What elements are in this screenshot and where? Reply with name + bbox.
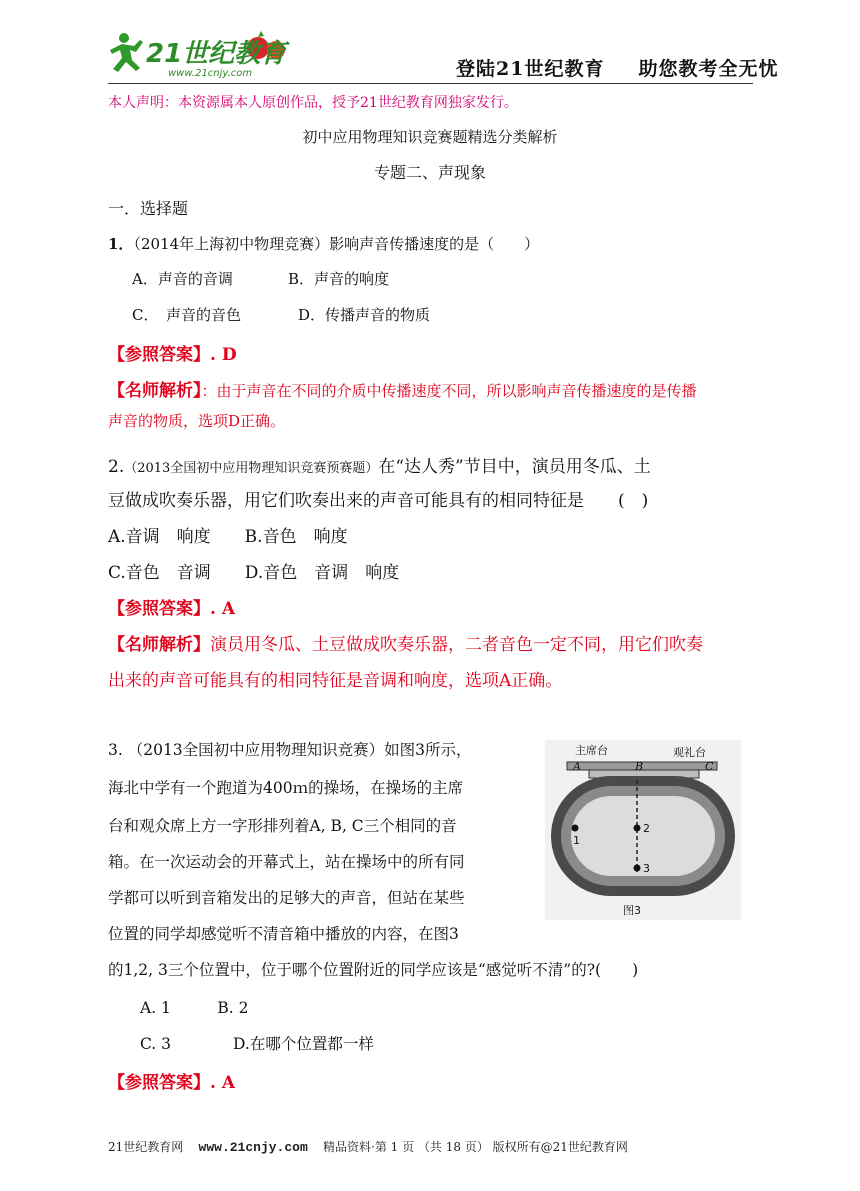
q1-option-a: A．声音的音调 (132, 270, 233, 288)
section-heading: 一．选择题 (108, 199, 189, 218)
label-main-stand: 主席台 (575, 744, 608, 757)
page-footer (108, 1138, 628, 1155)
slogan-right: 助您教考全无忧 (638, 58, 779, 80)
q2-options-ab: A.音调 响度 B.音色 响度 (108, 527, 348, 547)
q1-stem (108, 233, 539, 254)
q3-options-cd: C. 3 D.在哪个位置都一样 (140, 1035, 374, 1053)
label-speaker-a: A (573, 760, 581, 773)
q2-options-cd: C.音色 音调 D.音色 音调 响度 (108, 563, 400, 583)
q2-stem-line2: 豆做成吹奏乐器，用它们吹奏出来的声音可能具有的相同特征是 ( ) (108, 491, 649, 511)
q2-answer: 【参照答案】. A (108, 599, 236, 619)
q3-options-ab: A. 1 B. 2 (140, 999, 249, 1017)
q1-answer-label: 【参照答案】 (108, 345, 210, 365)
label-speaker-b: B (635, 760, 644, 773)
site-logo[interactable] (108, 28, 308, 82)
q3-answer: 【参照答案】. A (108, 1073, 236, 1093)
q3-line5: 学都可以听到音箱发出的足够大的声音，但站在某些 (108, 889, 465, 907)
point-3 (634, 865, 641, 872)
footer-info: 精品资料·第 1 页 （共 18 页） 版权所有@21世纪教育网 (323, 1140, 628, 1154)
logo-url: www.21cnjy.com (168, 68, 253, 79)
figure-caption: 图3 (623, 904, 641, 917)
q2-analysis-line1: 【名师解析】演员用冬瓜、土豆做成吹奏乐器，二者音色一定不同，用它们吹奏 (108, 635, 703, 655)
label-point-3: 3 (643, 862, 650, 875)
stadium-figure (545, 740, 741, 920)
label-speaker-c: C (705, 760, 714, 773)
label-point-1: 1 (573, 834, 580, 847)
q2-source: （2013全国初中应用物理知识竞赛预赛题） (124, 461, 379, 476)
q1-analysis-line1: 【名师解析】：由于声音在不同的介质中传播速度不同，所以影响声音传播速度的是传播 (108, 381, 697, 401)
q3-line4: 箱。在一次运动会的开幕式上，站在操场中的所有同 (108, 853, 465, 871)
q2-stem-line1: 2.（2013全国初中应用物理知识竞赛预赛题）在“达人秀”节目中，演员用冬瓜、土 (108, 457, 651, 477)
q1-answer (108, 340, 237, 365)
declaration: 本人声明：本资源属本人原创作品，授予21世纪教育网独家发行。 (108, 95, 518, 111)
label-review-stand: 观礼台 (673, 746, 706, 759)
slogan-left: 登陆21世纪教育 (456, 58, 605, 80)
header-divider (108, 83, 753, 84)
q1-option-d: D．传播声音的物质 (298, 306, 431, 324)
q1-text: （2014年上海初中物理竞赛）影响声音传播速度的是（ ） (133, 235, 540, 253)
q2-analysis-label: 【名师解析】 (108, 635, 210, 655)
q1-answer-value: . D (210, 345, 237, 365)
q1-option-b: B．声音的响度 (288, 270, 390, 288)
q2-analysis-line2: 出来的声音可能具有的相同特征是音调和响度，选项A正确。 (108, 671, 563, 691)
q3-line2: 海北中学有一个跑道为400ｍ的操场，在操场的主席 (108, 779, 464, 797)
logo-wordmark: 21世纪教育 (146, 39, 287, 69)
point-1 (572, 825, 579, 832)
q1-analysis-label: 【名师解析】 (108, 381, 202, 401)
q3-line6: 位置的同学却感觉听不清音箱中播放的内容，在图3 (108, 925, 459, 943)
point-2 (634, 825, 641, 832)
label-point-2: 2 (643, 822, 650, 835)
q1-number: 1． (108, 235, 134, 253)
document-title: 初中应用物理知识竞赛题精选分类解析 (302, 128, 558, 146)
q1-option-c: C． 声音的音色 (132, 306, 241, 324)
q3-line1: 3. （2013全国初中应用物理知识竞赛）如图3所示， (108, 741, 472, 759)
q3-line7: 的1,2, 3三个位置中，位于哪个位置附近的同学应该是“感觉听不清”的?( ) (108, 961, 639, 979)
footer-site: 21世纪教育网 (108, 1140, 184, 1154)
runner-icon (110, 33, 143, 72)
document-subtitle: 专题二、声现象 (373, 163, 486, 182)
q1-analysis-line2: 声音的物质，选项D正确。 (108, 412, 286, 430)
header-slogan (456, 54, 778, 81)
q3-line3: 台和观众席上方一字形排列着A, B, C三个相同的音 (108, 817, 457, 835)
footer-url[interactable]: www.21cnjy.com (198, 1140, 308, 1155)
